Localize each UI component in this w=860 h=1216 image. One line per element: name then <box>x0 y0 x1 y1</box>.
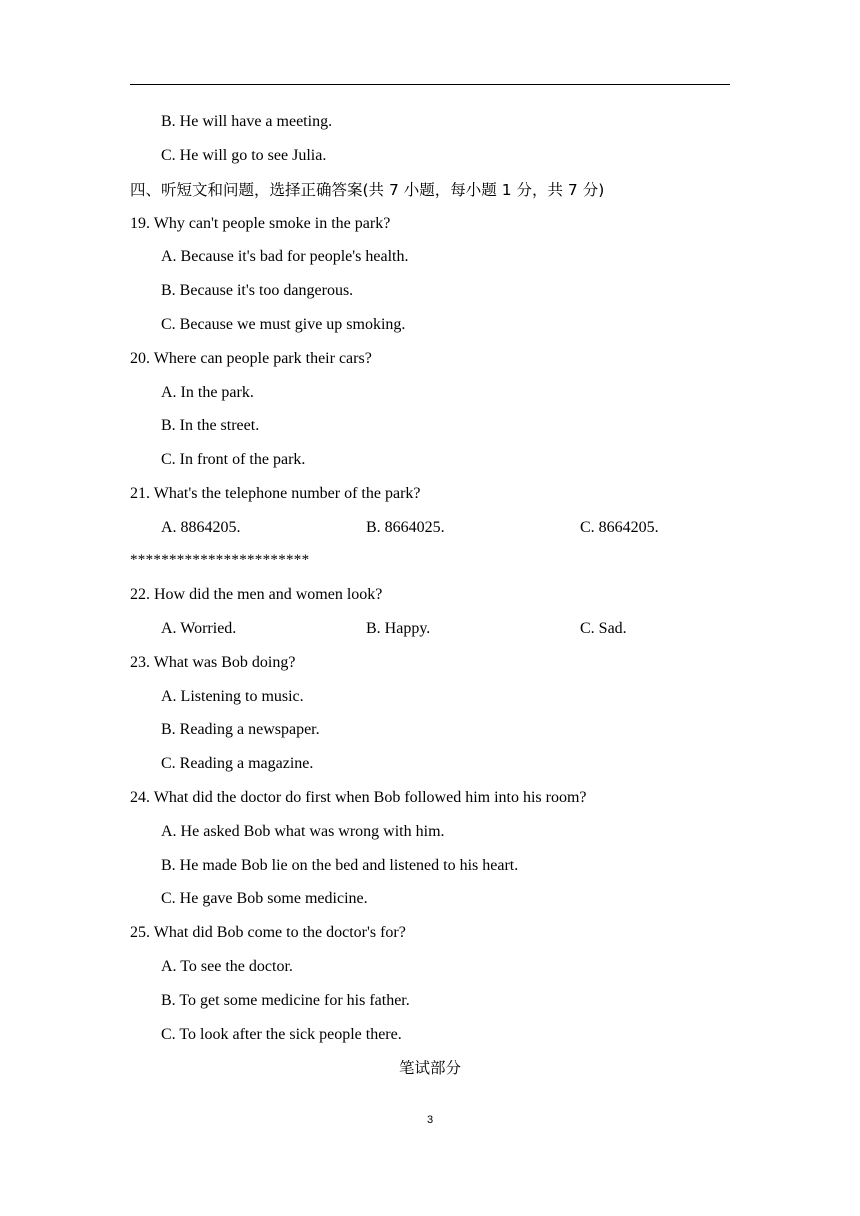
q22-option-b: B. Happy. <box>366 620 431 637</box>
q19-option-a: A. Because it's bad for people's health. <box>161 248 409 265</box>
question-22: 22. How did the men and women look? <box>130 586 383 603</box>
question-25: 25. What did Bob come to the doctor's for? <box>130 924 406 941</box>
question-24: 24. What did the doctor do first when Bob followed him into his room? <box>130 789 587 806</box>
header-rule <box>130 84 730 85</box>
q22-option-c: C. Sad. <box>580 620 627 637</box>
q24-option-c: C. He gave Bob some medicine. <box>161 890 368 907</box>
question-20: 20. Where can people park their cars? <box>130 350 372 367</box>
q25-option-a: A. To see the doctor. <box>161 958 293 975</box>
q23-option-b: B. Reading a newspaper. <box>161 721 320 738</box>
option-b-prev: B. He will have a meeting. <box>161 113 333 130</box>
q20-option-b: B. In the street. <box>161 417 260 434</box>
q19-option-b: B. Because it's too dangerous. <box>161 282 354 299</box>
q25-option-b: B. To get some medicine for his father. <box>161 992 410 1009</box>
option-c-prev: C. He will go to see Julia. <box>161 147 327 164</box>
written-section-title: 笔试部分 <box>398 1059 461 1077</box>
question-23: 23. What was Bob doing? <box>130 654 296 671</box>
q19-option-c: C. Because we must give up smoking. <box>161 316 406 333</box>
q22-option-a: A. Worried. <box>161 620 237 637</box>
q21-option-b: B. 8664025. <box>366 519 445 536</box>
q20-option-a: A. In the park. <box>161 384 254 401</box>
separator-stars: *********************** <box>130 552 310 568</box>
q25-option-c: C. To look after the sick people there. <box>161 1026 402 1043</box>
q24-option-a: A. He asked Bob what was wrong with him. <box>161 823 445 840</box>
q23-option-c: C. Reading a magazine. <box>161 755 314 772</box>
page-number: 3 <box>426 1114 434 1126</box>
question-21: 21. What's the telephone number of the park? <box>130 485 421 502</box>
q20-option-c: C. In front of the park. <box>161 451 306 468</box>
q21-option-a: A. 8864205. <box>161 519 241 536</box>
q21-option-c: C. 8664205. <box>580 519 659 536</box>
q23-option-a: A. Listening to music. <box>161 688 304 705</box>
section-4-header: 四、听短文和问题，选择正确答案(共 7 小题，每小题 1 分，共 7 分) <box>130 181 605 199</box>
question-19: 19. Why can't people smoke in the park? <box>130 215 391 232</box>
q24-option-b: B. He made Bob lie on the bed and listened to his heart. <box>161 857 519 874</box>
